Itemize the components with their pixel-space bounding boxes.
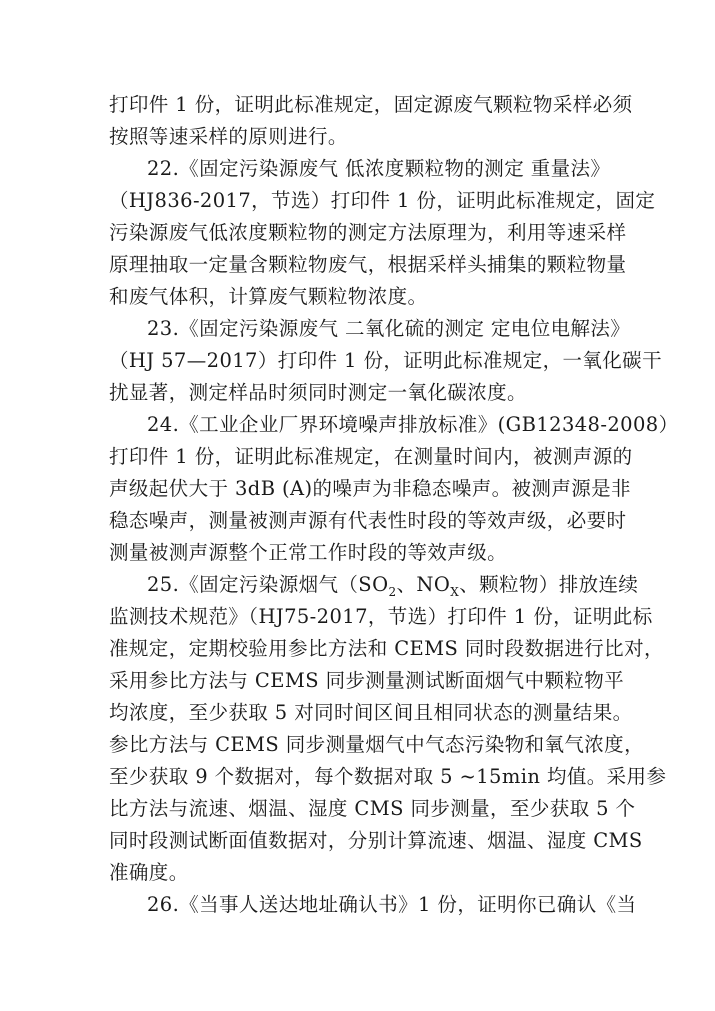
item-26-heading: 26.《当事人送达地址确认书》1 份，证明你已确认《当: [147, 893, 637, 916]
text-line-22: 至少获取 9 个数据对，每个数据对取 5 ~15min 均值。采用参: [109, 765, 667, 788]
text-line-15: 测量被测声源整个正常工作时段的等效声级。: [109, 541, 508, 564]
item-25-heading: [147, 568, 639, 601]
text-line-25: 准确度。: [109, 861, 189, 884]
text-line-14: 稳态噪声，测量被测声源有代表性时段的等效声级，必要时: [109, 509, 627, 532]
nox-subscript: X: [450, 584, 460, 599]
item-25-suffix: 、颗粒物）排放连续: [459, 573, 639, 596]
text-line-23: 比方法与流速、烟温、湿度 CMS 同步测量，至少获取 5 个: [109, 797, 636, 820]
text-line-10: 扰显著，测定样品时须同时测定一氧化碳浓度。: [109, 381, 527, 404]
text-line-18: 准规定，定期校验用参比方法和 CEMS 同时段数据进行比对，: [109, 637, 664, 660]
text-line-24: 同时段测试断面值数据对，分别计算流速、烟温、湿度 CMS: [109, 829, 643, 852]
text-line-17: 监测技术规范》（HJ75-2017，节选）打印件 1 份，证明此标: [109, 605, 653, 628]
text-line-12: 打印件 1 份，证明此标准规定，在测量时间内，被测声源的: [109, 445, 633, 468]
text-line-4: （HJ836-2017，节选）打印件 1 份，证明此标准规定，固定: [109, 189, 656, 212]
text-line-9: （HJ 57—2017）打印件 1 份，证明此标准规定，一氧化碳干: [109, 349, 662, 372]
item-22-heading: 22.《固定污染源废气 低浓度颗粒物的测定 重量法》: [147, 157, 611, 180]
item-24-heading: 24.《工业企业厂界环境噪声排放标准》(GB12348-2008）: [147, 413, 679, 436]
item-23-heading: 23.《固定污染源废气 二氧化硫的测定 定电位电解法》: [147, 317, 631, 340]
item-25-prefix: 25.《固定污染源烟气（SO: [147, 573, 389, 596]
text-line-6: 原理抽取一定量含颗粒物废气，根据采样头捕集的颗粒物量: [109, 253, 627, 276]
text-line-2: 按照等速采样的原则进行。: [109, 125, 348, 148]
so2-subscript: 2: [388, 584, 397, 599]
text-line-5: 污染源废气低浓度颗粒物的测定方法原理为，利用等速采样: [109, 221, 627, 244]
text-line-1: 打印件 1 份，证明此标准规定，固定源废气颗粒物采样必须: [109, 93, 633, 116]
text-line-20: 均浓度，至少获取 5 对同时间区间且相同状态的测量结果。: [109, 701, 633, 724]
text-line-7: 和废气体积，计算废气颗粒物浓度。: [109, 285, 428, 308]
item-25-mid: 、NO: [396, 573, 451, 596]
text-line-19: 采用参比方法与 CEMS 同步测量测试断面烟气中颗粒物平: [109, 669, 625, 692]
text-line-13: 声级起伏大于 3dB (A)的噪声为非稳态噪声。被测声源是非: [109, 477, 631, 500]
text-line-21: 参比方法与 CEMS 同步测量烟气中气态污染物和氧气浓度，: [109, 733, 644, 756]
